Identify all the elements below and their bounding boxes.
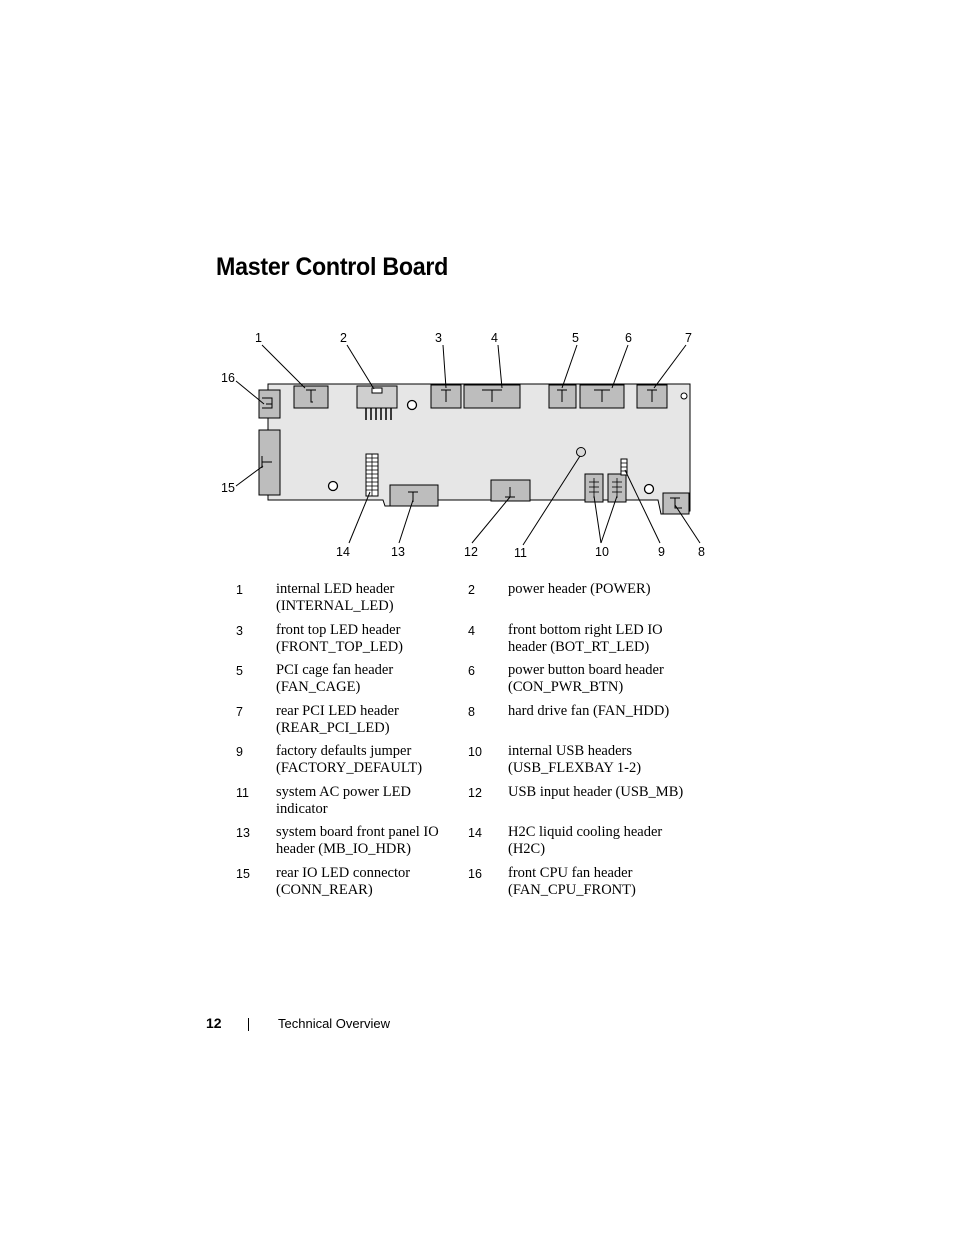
legend-item: [468, 581, 700, 622]
legend-text: front top LED header (FRONT_TOP_LED): [276, 621, 404, 655]
legend-number: 2: [468, 583, 475, 597]
footer-divider: [248, 1018, 249, 1031]
legend-item: [468, 662, 700, 703]
legend-text: USB input header (USB_MB): [508, 783, 684, 800]
callout-10: 10: [595, 545, 609, 559]
legend-item: [236, 784, 468, 825]
legend-text: power header (POWER): [508, 581, 651, 597]
legend-text: front bottom right LED IO header (BOT_RT_LED): [508, 621, 663, 655]
callout-8: 8: [698, 545, 705, 559]
callout-16: 16: [221, 371, 235, 385]
legend-number: 4: [468, 623, 475, 638]
mb-io-hdr-header: [390, 485, 438, 506]
legend-text: hard drive fan (FAN_HDD): [508, 702, 670, 719]
legend-item: [468, 865, 700, 906]
legend-text: rear PCI LED header (REAR_PCI_LED): [276, 702, 399, 736]
ac-power-led: [577, 448, 586, 457]
legend-number: 16: [468, 866, 482, 881]
callout-11: 11: [514, 546, 527, 560]
legend-text: power button board header (CON_PWR_BTN): [508, 662, 664, 695]
legend-row: [236, 622, 706, 663]
mounting-hole: [645, 485, 654, 494]
legend-row: [236, 784, 706, 825]
legend-text: H2C liquid cooling header (H2C): [508, 824, 663, 857]
callout-7: 7: [685, 331, 692, 345]
mounting-hole: [408, 401, 417, 410]
master-control-board-diagram: [200, 320, 740, 570]
legend-number: 8: [468, 704, 475, 719]
legend-number: 5: [236, 664, 243, 678]
page-footer: [0, 1015, 954, 1035]
legend-row: [236, 703, 706, 744]
callout-1: 1: [255, 331, 262, 345]
legend-item: [468, 824, 700, 865]
legend-item: [236, 622, 468, 663]
legend-item: [236, 743, 468, 784]
legend-number: 10: [468, 745, 482, 759]
callout-14: 14: [336, 545, 350, 559]
legend-item: [468, 743, 700, 784]
mounting-hole: [329, 482, 338, 491]
legend-number: 11: [236, 785, 249, 800]
section-name: Technical Overview: [278, 1016, 390, 1031]
legend-item: [468, 622, 700, 663]
callout-15: 15: [221, 481, 235, 495]
legend-number: 12: [468, 785, 482, 800]
legend-item: [236, 581, 468, 622]
legend-row: [236, 662, 706, 703]
legend-number: 13: [236, 826, 250, 840]
legend-number: 1: [236, 583, 243, 597]
callout-12: 12: [464, 545, 478, 559]
page-title: Master Control Board: [216, 253, 449, 281]
legend-table: [236, 581, 706, 905]
legend-item: [236, 824, 468, 865]
legend-row: [236, 581, 706, 622]
legend-item: [236, 662, 468, 703]
fan-hdd-header: [663, 493, 689, 514]
page-number: 12: [206, 1015, 222, 1031]
legend-number: 9: [236, 745, 243, 759]
legend-text: factory defaults jumper (FACTORY_DEFAULT): [276, 743, 423, 776]
legend-row: [236, 743, 706, 784]
callout-2: 2: [340, 331, 347, 345]
callout-5: 5: [572, 331, 579, 345]
legend-item: [468, 703, 700, 744]
legend-row: [236, 865, 706, 906]
legend-item: [468, 784, 700, 825]
legend-text: system board front panel IO header (MB_IO_HDR): [276, 824, 439, 857]
legend-number: 3: [236, 623, 243, 638]
legend-text: internal LED header (INTERNAL_LED): [276, 581, 395, 614]
legend-text: PCI cage fan header (FAN_CAGE): [276, 662, 394, 695]
legend-text: internal USB headers (USB_FLEXBAY 1-2): [508, 743, 642, 776]
callout-3: 3: [435, 331, 442, 345]
legend-item: [236, 703, 468, 744]
legend-text: system AC power LED indicator: [276, 783, 411, 817]
mounting-hole: [681, 393, 687, 399]
callout-4: 4: [491, 331, 498, 345]
legend-number: 15: [236, 866, 250, 881]
callout-6: 6: [625, 331, 632, 345]
legend-text: front CPU fan header (FAN_CPU_FRONT): [508, 864, 636, 898]
legend-number: 7: [236, 704, 243, 719]
callout-9: 9: [658, 545, 665, 559]
legend-number: 14: [468, 826, 482, 840]
legend-number: 6: [468, 664, 475, 678]
legend-row: [236, 824, 706, 865]
legend-item: [236, 865, 468, 906]
callout-13: 13: [391, 545, 405, 559]
legend-text: rear IO LED connector (CONN_REAR): [276, 864, 411, 898]
